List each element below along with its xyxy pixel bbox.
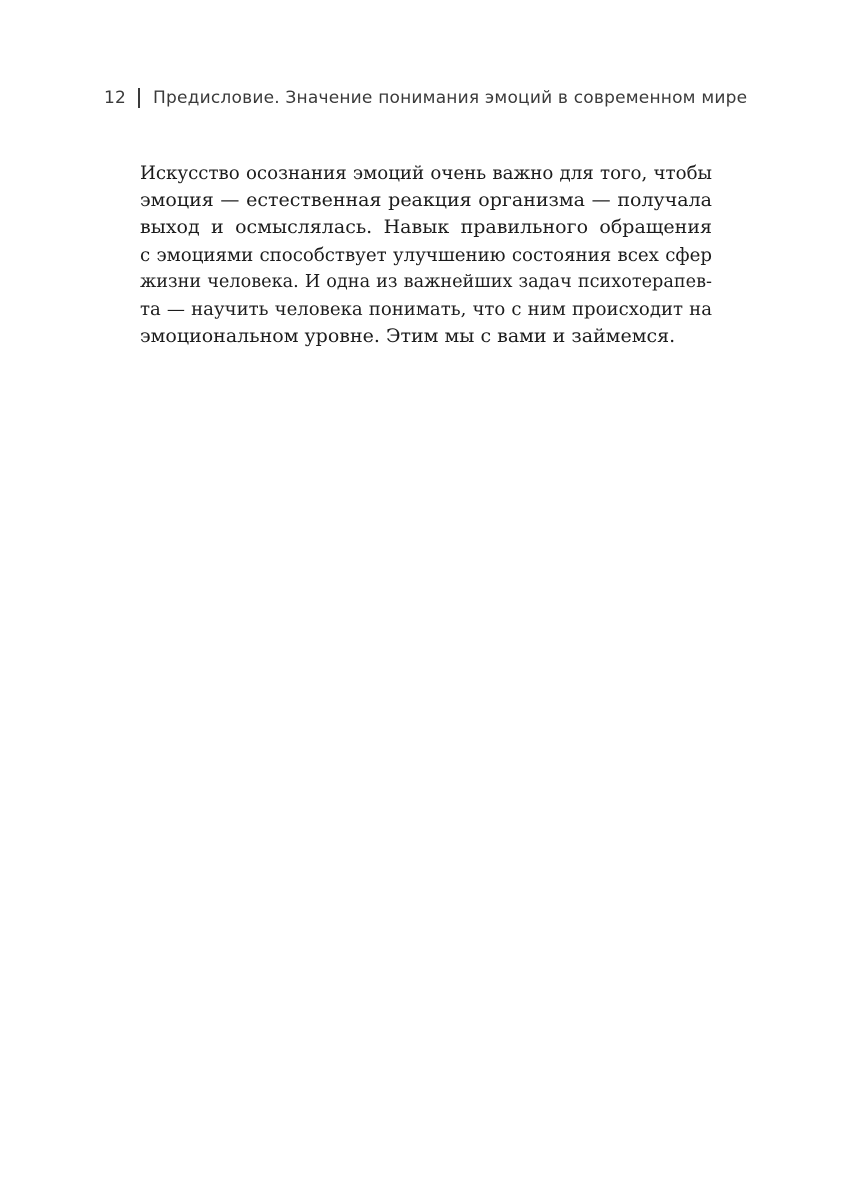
paragraph-line: выход и осмыслялась. Навык правильного обращения — [140, 216, 712, 239]
page-number: 12 — [104, 88, 127, 108]
body-paragraph — [140, 160, 712, 350]
paragraph-line: с эмоциями способствует улучшению состояния всех сфер — [140, 244, 712, 266]
section-title: Предисловие. Значение понимания эмоций в современном мире — [153, 88, 748, 108]
paragraph-line: жизни человека. И одна из важнейших задач психотерапев- — [140, 271, 712, 292]
header-separator — [138, 88, 140, 108]
paragraph-line: эмоция — естественная реакция организма — получала — [140, 189, 712, 212]
paragraph-line: та — научить человека понимать, что с ним происходит на — [140, 298, 712, 320]
paragraph-line: Искусство осознания эмоций очень важно для того, чтобы — [140, 163, 712, 184]
running-header — [104, 86, 747, 110]
paragraph-line: эмоциональном уровне. Этим мы с вами и займемся. — [140, 325, 676, 348]
